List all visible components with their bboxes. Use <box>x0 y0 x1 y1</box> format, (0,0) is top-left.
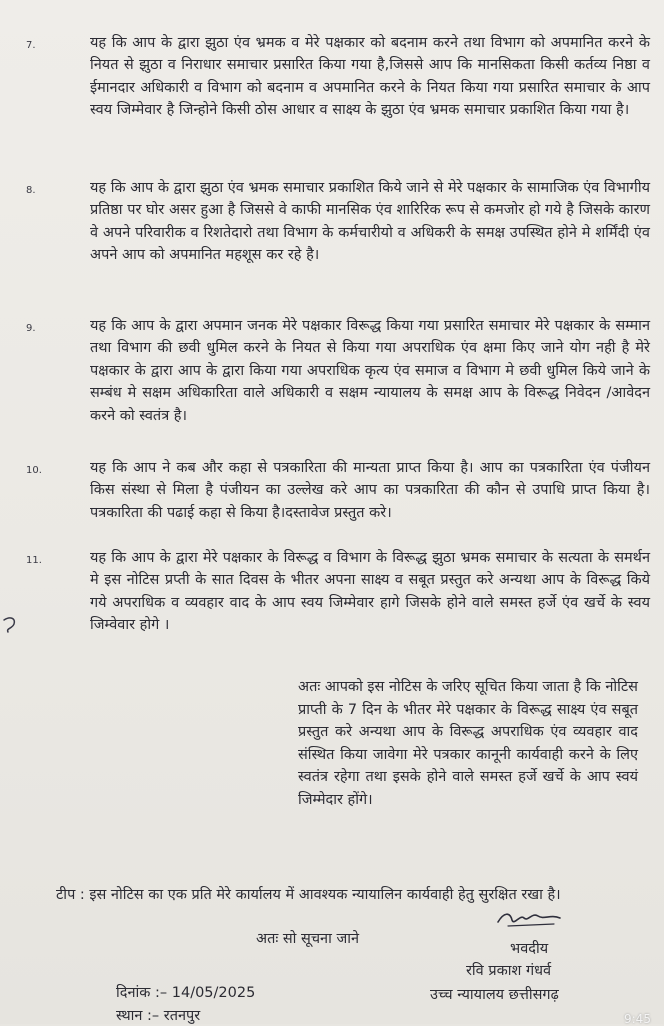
paragraph-text: यह कि आप के द्वारा झुठा एंव भ्रमक व मेरे पक्षकार को बदनाम करने तथा विभाग को अपमानित करने के नियत से झुठा व निराधार समाचार प्रसारित किया गया है,जिससे आप कि मानसिकता किसी कर्तव्य निष्ठा व ईमानदार अधिकारी व विभाग को बदनाम व अपमानित करने के नियत किया गया प्रसारित समाचार के आप स्वय जिम्मेवार है जिन्होने किसी ठोस आधार व साक्ष्य के झुठा एंव भ्रमक समाचार प्रकाशित किया गया है। <box>90 35 650 119</box>
note-text: टीप : इस नोटिस का एक प्रति मेरे कार्यालय में आवश्यक न्यायालिन कार्यवाही हेतु सुरक्षित रखा है। <box>56 887 561 903</box>
paragraph-number: 8. <box>26 185 36 196</box>
paragraph-text: यह कि आप के द्वारा झुठा एंव भ्रमक समाचार प्रकाशित किये जाने से मेरे पक्षकार के सामाजिक एंव विभागीय प्रतिष्ठा पर घोर असर हुआ है जिससे वे काफी मानसिक एंव शारिरिक रूप से कमजोर हो गये है जिसके कारण वे अपने परिवारीक व रिशतेदारो तथा विभाग के कर्मचारीयो व अधिकरी के समक्ष उपस्थित होने मे शर्मिंदी एंव अपने आप को अपमानित महशूस कर रहे है। <box>90 180 650 264</box>
paragraph-number: 11. <box>26 555 42 566</box>
handwritten-signature-icon <box>494 906 566 932</box>
advocate-name: रवि प्रकाश गंधर्व <box>466 963 552 979</box>
closing-paragraph: अतः आपको इस नोटिस के जरिए सूचित किया जाता है कि नोटिस प्राप्ती के 7 दिन के भीतर मेरे पक्षकार के विरूद्ध साक्ष्य एंव सबूत प्रस्तुत करे अन्यथा आप के विरूद्ध अपराधिक एंव व्यवहार वाद संस्थित किया जावेगा मेरे पत्रकार कानूनी कार्यवाही करने के लिए स्वतंत्र रहेगा तथा इसके होने वाले समस्त हर्जे खर्चे के आप स्वयं जिम्मेदार होंगे। <box>298 679 638 808</box>
notice-line: अतः सो सूचना जाने <box>256 931 360 947</box>
court-name: उच्च न्यायालय छत्तीसगढ़ <box>430 987 559 1003</box>
date-line: दिनांक :– 14/05/2025 <box>116 985 256 1001</box>
corner-overlay-text: 9:45 <box>624 1012 651 1026</box>
paragraph-number: 7. <box>26 40 36 51</box>
paragraph-number: 9. <box>26 323 36 334</box>
paragraph-number: 10. <box>26 465 42 476</box>
salutation: भवदीय <box>510 941 549 957</box>
pen-mark-icon <box>2 612 20 636</box>
place-line: स्थान :– रतनपुर <box>116 1008 201 1024</box>
paragraph-text: यह कि आप के द्वारा मेरे पक्षकार के विरूद्ध व विभाग के विरूद्ध झुठा भ्रमक समाचार के सत्यता के समर्थन मे इस नोटिस प्रप्ती के सात दिवस के भीतर अपना साक्ष्य व सबूत प्रस्तुत करे अन्यथा आप के विरूद्ध किये गये अपराधिक व व्यवहार वाद के आप स्वय जिम्मेवार हागे जिसके होने वाले समस्त हर्जे एंव खर्चे के स्वय जिम्वेवार होगे । <box>90 550 650 634</box>
paragraph-text: यह कि आप ने कब और कहा से पत्रकारिता की मान्यता प्राप्त किया है। आप का पत्रकारिता एंव पंजीयन किस संस्था से मिला है पंजीयन का उल्लेख करे आप का पत्रकारिता की कौन से उपाधि प्राप्त किया है।पत्रकारिता की पढाई कहा से किया है।दस्तावेज प्रस्तुत करे। <box>90 460 650 521</box>
paragraph-text: यह कि आप के द्वारा अपमान जनक मेरे पक्षकार विरूद्ध किया गया प्रसारित समाचार मेरे पक्षकार के सम्मान तथा विभाग की छवी धुमिल करने के नियत से किया गया अपराधिक एंव क्षमा किए जाने योग नही है मेरे पक्षकार के द्वारा आप के द्वारा किया गया अपराधिक कृत्य एंव समाज व विभाग मे छवी धुमिल किये जाने के सम्बंध मे सक्षम अधिकारिता वाले अधिकारी व सक्षम न्यायालय के समक्ष आप के विरूद्ध निवेदन /आवेदन करने को स्वतंत्र है। <box>90 318 650 424</box>
